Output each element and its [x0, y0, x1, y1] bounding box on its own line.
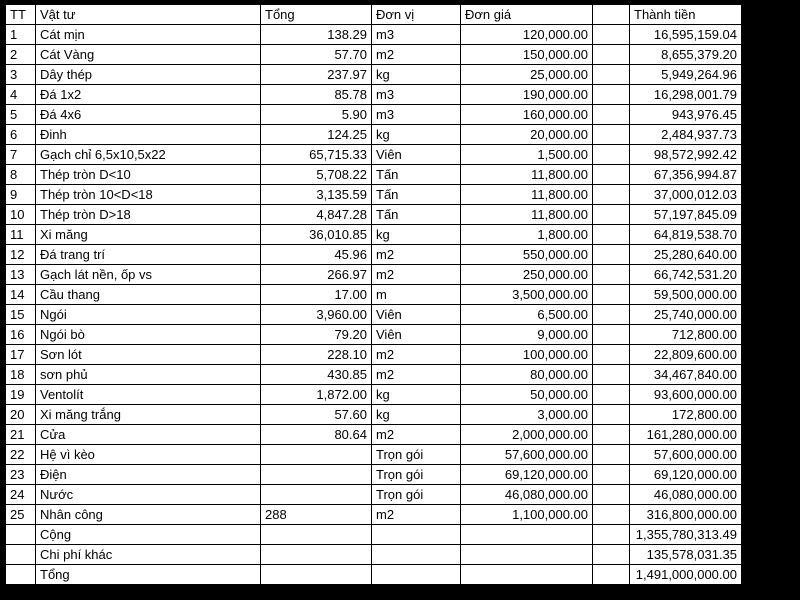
cell-tt: 13: [6, 265, 36, 285]
summary-row: [6, 525, 742, 545]
summary-row: [6, 565, 742, 585]
cell-unit: m3: [372, 105, 461, 125]
cell-total-amount: 16,595,159.04: [630, 25, 742, 45]
cell-unit-price: 50,000.00: [461, 385, 593, 405]
cell-material-name: Cầu thang: [36, 285, 261, 305]
table-row: [6, 145, 742, 165]
table-row: [6, 165, 742, 185]
cell-tt: 9: [6, 185, 36, 205]
cell-summary-amount: 1,355,780,313.49: [630, 525, 742, 545]
cell-unit: Tấn: [372, 185, 461, 205]
cell-material-name: Thép tròn D>18: [36, 205, 261, 225]
table-row: [6, 445, 742, 465]
cell-quantity: [261, 525, 372, 545]
table-row: [6, 505, 742, 525]
cell-total-amount: 22,809,600.00: [630, 345, 742, 365]
cell-unit: [372, 565, 461, 585]
header-material: Vật tư: [36, 5, 261, 25]
cell-material-name: Đinh: [36, 125, 261, 145]
cell-quantity: [261, 445, 372, 465]
cell-unit-price: 20,000.00: [461, 125, 593, 145]
cell-tt: 1: [6, 25, 36, 45]
cell-unit-price: 11,800.00: [461, 185, 593, 205]
cell-quantity: [261, 565, 372, 585]
cell-unit: Viên: [372, 305, 461, 325]
cell-material-name: Gạch chỉ 6,5x10,5x22: [36, 145, 261, 165]
cell-spacer: [593, 165, 630, 185]
cell-spacer: [593, 45, 630, 65]
cell-unit-price: 6,500.00: [461, 305, 593, 325]
table-row: [6, 185, 742, 205]
cell-total-amount: 57,600,000.00: [630, 445, 742, 465]
cell-spacer: [593, 65, 630, 85]
cell-tt: 10: [6, 205, 36, 225]
cell-quantity: 3,960.00: [261, 305, 372, 325]
table-row: [6, 265, 742, 285]
cell-spacer: [593, 305, 630, 325]
cell-tt: 8: [6, 165, 36, 185]
cell-material-name: Hệ vì kèo: [36, 445, 261, 465]
table-row: [6, 125, 742, 145]
cell-material-name: Thép tròn D<10: [36, 165, 261, 185]
cell-tt: [6, 545, 36, 565]
cell-tt: [6, 565, 36, 585]
table-row: [6, 465, 742, 485]
cell-unit-price: 160,000.00: [461, 105, 593, 125]
cell-unit-price: [461, 525, 593, 545]
cell-total-amount: 8,655,379.20: [630, 45, 742, 65]
cell-material-name: Dây thép: [36, 65, 261, 85]
cell-unit-price: 190,000.00: [461, 85, 593, 105]
header-unit-price: Đơn giá: [461, 5, 593, 25]
cell-quantity: 65,715.33: [261, 145, 372, 165]
cell-quantity: 124.25: [261, 125, 372, 145]
header-quantity: Tổng: [261, 5, 372, 25]
cell-quantity: [261, 545, 372, 565]
cell-spacer: [593, 425, 630, 445]
cell-unit-price: 1,800.00: [461, 225, 593, 245]
cell-material-name: Ngói bò: [36, 325, 261, 345]
header-spacer: [593, 5, 630, 25]
cell-unit-price: 46,080,000.00: [461, 485, 593, 505]
cell-unit-price: 3,000.00: [461, 405, 593, 425]
table-row: [6, 25, 742, 45]
cell-tt: 18: [6, 365, 36, 385]
cell-tt: 7: [6, 145, 36, 165]
cell-tt: 20: [6, 405, 36, 425]
cell-unit: kg: [372, 65, 461, 85]
cell-unit-price: 550,000.00: [461, 245, 593, 265]
cell-quantity: 17.00: [261, 285, 372, 305]
cell-material-name: Cửa: [36, 425, 261, 445]
cell-material-name: Cát Vàng: [36, 45, 261, 65]
cell-quantity: 3,135.59: [261, 185, 372, 205]
summary-row: [6, 545, 742, 565]
cell-unit-price: 57,600,000.00: [461, 445, 593, 465]
cell-unit: Tấn: [372, 205, 461, 225]
cell-material-name: Đá trang trí: [36, 245, 261, 265]
cell-spacer: [593, 145, 630, 165]
cell-spacer: [593, 445, 630, 465]
cell-spacer: [593, 125, 630, 145]
table-row: [6, 285, 742, 305]
cell-quantity: 80.64: [261, 425, 372, 445]
cell-quantity: 1,872.00: [261, 385, 372, 405]
cell-spacer: [593, 485, 630, 505]
cell-material-name: Sơn lót: [36, 345, 261, 365]
cell-total-amount: 34,467,840.00: [630, 365, 742, 385]
header-unit: Đơn vị: [372, 5, 461, 25]
cell-tt: 22: [6, 445, 36, 465]
cell-unit: Trọn gói: [372, 465, 461, 485]
cell-material-name: Xi măng: [36, 225, 261, 245]
cell-spacer: [593, 565, 630, 585]
cell-tt: [6, 525, 36, 545]
cell-unit: Trọn gói: [372, 445, 461, 465]
cell-tt: 19: [6, 385, 36, 405]
cell-unit: m3: [372, 25, 461, 45]
cell-quantity: 228.10: [261, 345, 372, 365]
cell-spacer: [593, 85, 630, 105]
cell-total-amount: 16,298,001.79: [630, 85, 742, 105]
table-row: [6, 325, 742, 345]
table-row: [6, 365, 742, 385]
cell-spacer: [593, 365, 630, 385]
cell-total-amount: 67,356,994.87: [630, 165, 742, 185]
table-row: [6, 85, 742, 105]
cell-total-amount: 712,800.00: [630, 325, 742, 345]
cell-spacer: [593, 405, 630, 425]
cell-unit: kg: [372, 385, 461, 405]
cell-total-amount: 316,800,000.00: [630, 505, 742, 525]
cell-material-name: Đá 4x6: [36, 105, 261, 125]
cell-material-name: Điện: [36, 465, 261, 485]
cell-tt: 12: [6, 245, 36, 265]
cell-unit-price: 25,000.00: [461, 65, 593, 85]
cell-tt: 3: [6, 65, 36, 85]
cell-unit-price: 80,000.00: [461, 365, 593, 385]
cell-total-amount: 93,600,000.00: [630, 385, 742, 405]
cell-quantity: 5,708.22: [261, 165, 372, 185]
cell-total-amount: 172,800.00: [630, 405, 742, 425]
cell-tt: 25: [6, 505, 36, 525]
cell-unit-price: 3,500,000.00: [461, 285, 593, 305]
cell-spacer: [593, 465, 630, 485]
cell-quantity: 57.70: [261, 45, 372, 65]
cell-quantity: 36,010.85: [261, 225, 372, 245]
cell-total-amount: 46,080,000.00: [630, 485, 742, 505]
cell-unit: m2: [372, 265, 461, 285]
cell-spacer: [593, 385, 630, 405]
cell-spacer: [593, 345, 630, 365]
table-row: [6, 65, 742, 85]
cell-spacer: [593, 265, 630, 285]
cell-spacer: [593, 205, 630, 225]
materials-table: [5, 4, 742, 585]
cell-unit-price: [461, 545, 593, 565]
materials-sheet: [5, 4, 742, 585]
cell-spacer: [593, 505, 630, 525]
cell-unit: kg: [372, 225, 461, 245]
cell-total-amount: 37,000,012.03: [630, 185, 742, 205]
cell-quantity: 57.60: [261, 405, 372, 425]
cell-unit-price: 69,120,000.00: [461, 465, 593, 485]
cell-unit: Tấn: [372, 165, 461, 185]
cell-unit: kg: [372, 125, 461, 145]
materials-tbody: [6, 25, 742, 585]
cell-tt: 17: [6, 345, 36, 365]
cell-material-name: Ngói: [36, 305, 261, 325]
cell-unit-price: 1,100,000.00: [461, 505, 593, 525]
cell-unit-price: [461, 565, 593, 585]
cell-spacer: [593, 325, 630, 345]
cell-unit: Trọn gói: [372, 485, 461, 505]
table-row: [6, 225, 742, 245]
table-row: [6, 45, 742, 65]
table-row: [6, 385, 742, 405]
cell-unit: m2: [372, 505, 461, 525]
cell-quantity: 288: [261, 505, 372, 525]
cell-unit: Viên: [372, 145, 461, 165]
table-row: [6, 345, 742, 365]
header-total: Thành tiền: [630, 5, 742, 25]
cell-unit-price: 100,000.00: [461, 345, 593, 365]
cell-total-amount: 2,484,937.73: [630, 125, 742, 145]
cell-tt: 11: [6, 225, 36, 245]
header-row: [6, 5, 742, 25]
table-row: [6, 205, 742, 225]
cell-unit-price: 250,000.00: [461, 265, 593, 285]
cell-material-name: Nước: [36, 485, 261, 505]
cell-quantity: [261, 485, 372, 505]
cell-quantity: [261, 465, 372, 485]
cell-unit: m3: [372, 85, 461, 105]
cell-total-amount: 66,742,531.20: [630, 265, 742, 285]
cell-material-name: Cát mịn: [36, 25, 261, 45]
cell-unit-price: 9,000.00: [461, 325, 593, 345]
cell-tt: 23: [6, 465, 36, 485]
cell-material-name: sơn phủ: [36, 365, 261, 385]
cell-unit: m: [372, 285, 461, 305]
cell-unit: m2: [372, 245, 461, 265]
cell-unit: m2: [372, 345, 461, 365]
cell-tt: 21: [6, 425, 36, 445]
cell-unit: m2: [372, 365, 461, 385]
cell-unit: Viên: [372, 325, 461, 345]
cell-quantity: 237.97: [261, 65, 372, 85]
cell-summary-label: Chi phí khác: [36, 545, 261, 565]
cell-quantity: 266.97: [261, 265, 372, 285]
cell-unit-price: 150,000.00: [461, 45, 593, 65]
cell-tt: 6: [6, 125, 36, 145]
cell-spacer: [593, 225, 630, 245]
cell-total-amount: 69,120,000.00: [630, 465, 742, 485]
cell-total-amount: 25,740,000.00: [630, 305, 742, 325]
cell-spacer: [593, 285, 630, 305]
header-tt: TT: [6, 5, 36, 25]
cell-spacer: [593, 525, 630, 545]
table-row: [6, 485, 742, 505]
cell-total-amount: 57,197,845.09: [630, 205, 742, 225]
table-row: [6, 105, 742, 125]
cell-summary-label: Cộng: [36, 525, 261, 545]
cell-total-amount: 5,949,264.96: [630, 65, 742, 85]
cell-quantity: 79.20: [261, 325, 372, 345]
table-row: [6, 245, 742, 265]
cell-total-amount: 98,572,992.42: [630, 145, 742, 165]
cell-unit-price: 120,000.00: [461, 25, 593, 45]
cell-tt: 4: [6, 85, 36, 105]
cell-unit-price: 11,800.00: [461, 165, 593, 185]
cell-quantity: 85.78: [261, 85, 372, 105]
cell-total-amount: 943,976.45: [630, 105, 742, 125]
cell-material-name: Đá 1x2: [36, 85, 261, 105]
cell-tt: 14: [6, 285, 36, 305]
cell-quantity: 138.29: [261, 25, 372, 45]
cell-tt: 16: [6, 325, 36, 345]
cell-total-amount: 25,280,640.00: [630, 245, 742, 265]
cell-quantity: 45.96: [261, 245, 372, 265]
cell-quantity: 5.90: [261, 105, 372, 125]
cell-unit-price: 11,800.00: [461, 205, 593, 225]
cell-unit: kg: [372, 405, 461, 425]
cell-spacer: [593, 545, 630, 565]
cell-spacer: [593, 25, 630, 45]
cell-summary-label: Tổng: [36, 565, 261, 585]
cell-unit: m2: [372, 45, 461, 65]
cell-spacer: [593, 185, 630, 205]
cell-material-name: Gạch lát nền, ốp vs: [36, 265, 261, 285]
cell-quantity: 430.85: [261, 365, 372, 385]
cell-summary-amount: 135,578,031.35: [630, 545, 742, 565]
cell-spacer: [593, 105, 630, 125]
cell-summary-amount: 1,491,000,000.00: [630, 565, 742, 585]
cell-unit: [372, 545, 461, 565]
cell-total-amount: 161,280,000.00: [630, 425, 742, 445]
cell-tt: 15: [6, 305, 36, 325]
cell-tt: 24: [6, 485, 36, 505]
cell-quantity: 4,847.28: [261, 205, 372, 225]
cell-spacer: [593, 245, 630, 265]
table-row: [6, 305, 742, 325]
cell-material-name: Xi măng trắng: [36, 405, 261, 425]
cell-unit-price: 1,500.00: [461, 145, 593, 165]
cell-total-amount: 64,819,538.70: [630, 225, 742, 245]
cell-total-amount: 59,500,000.00: [630, 285, 742, 305]
cell-unit-price: 2,000,000.00: [461, 425, 593, 445]
table-row: [6, 405, 742, 425]
cell-material-name: Ventolít: [36, 385, 261, 405]
cell-material-name: Nhân công: [36, 505, 261, 525]
cell-tt: 2: [6, 45, 36, 65]
table-row: [6, 425, 742, 445]
cell-unit: m2: [372, 425, 461, 445]
cell-tt: 5: [6, 105, 36, 125]
cell-unit: [372, 525, 461, 545]
cell-material-name: Thép tròn 10<D<18: [36, 185, 261, 205]
